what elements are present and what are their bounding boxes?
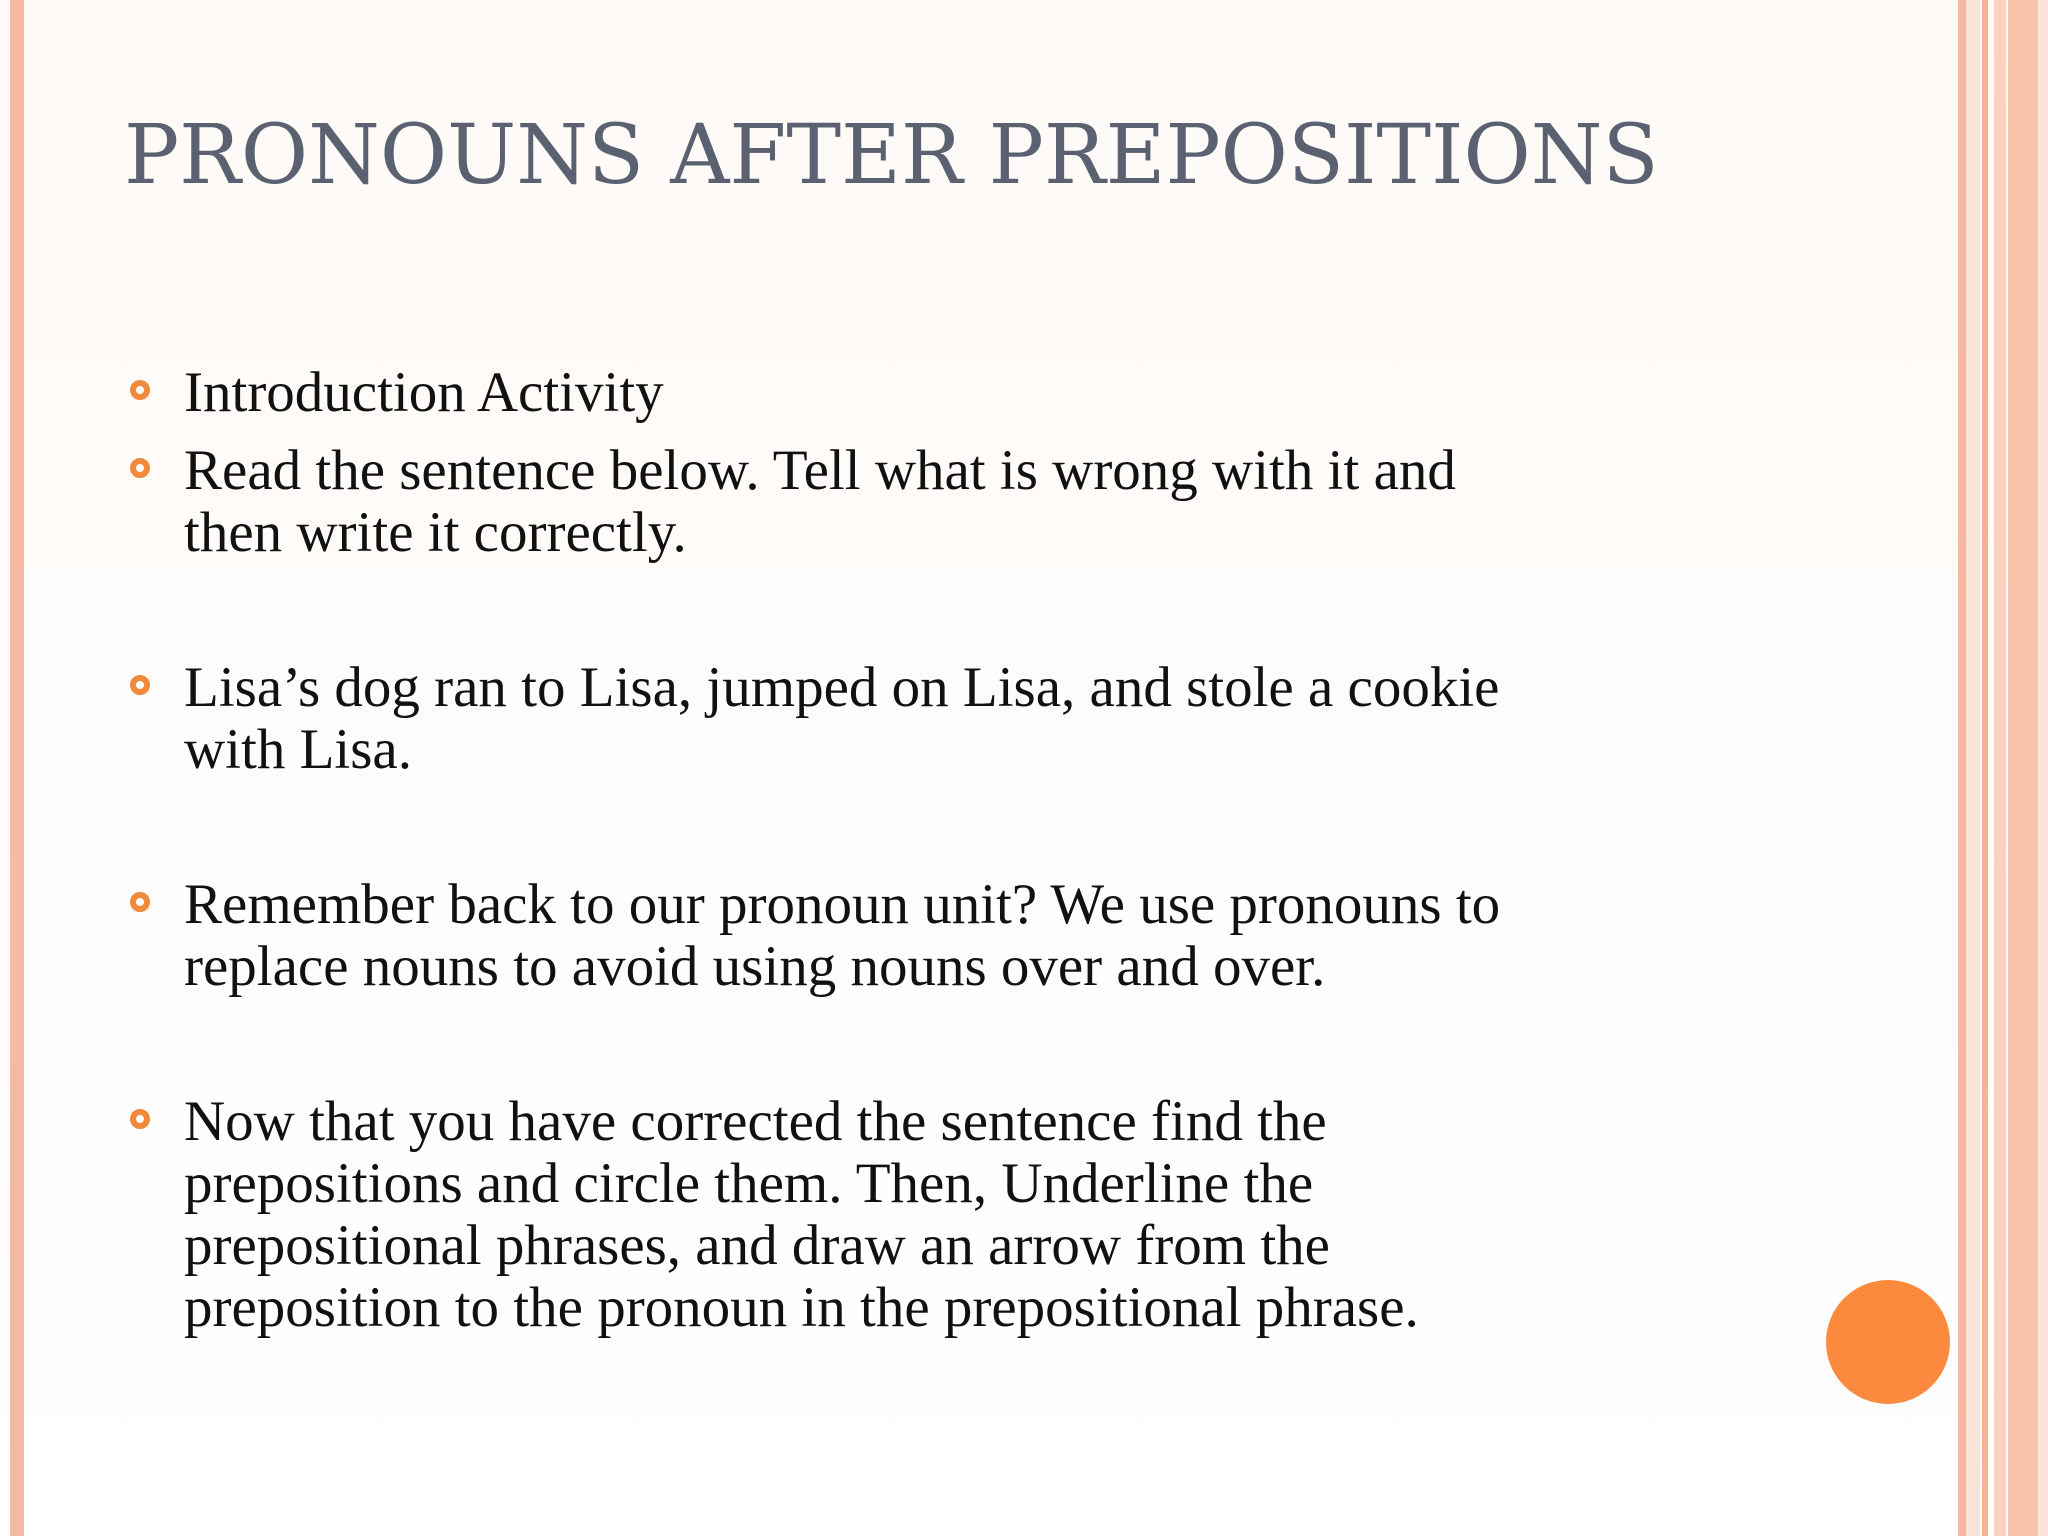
bullet-text-line: Remember back to our pronoun unit? We use pronouns to bbox=[184, 873, 1501, 936]
bullet-text-line: prepositions and circle them. Then, Underline the bbox=[184, 1152, 1314, 1215]
circle-bullet-icon bbox=[130, 380, 150, 400]
bullet-text-line: preposition to the pronoun in the prepositional phrase. bbox=[184, 1276, 1419, 1339]
bullet-item bbox=[130, 362, 1790, 424]
bullet-text-line: then write it correctly. bbox=[184, 501, 687, 564]
decorative-circle-icon bbox=[1826, 1280, 1950, 1404]
bullet-text-line: replace nouns to avoid using nouns over and over. bbox=[184, 935, 1326, 998]
bullet-item bbox=[130, 1091, 1790, 1339]
bullet-item bbox=[130, 657, 1790, 781]
bullet-text-line: Now that you have corrected the sentence find the bbox=[184, 1090, 1327, 1153]
circle-bullet-icon bbox=[130, 1109, 150, 1129]
left-border-stripe bbox=[10, 0, 24, 1536]
right-border-stripe bbox=[2038, 0, 2048, 1536]
bullet-item bbox=[130, 874, 1790, 998]
right-border-stripe bbox=[1994, 0, 2006, 1536]
right-border-stripe bbox=[1982, 0, 1988, 1536]
bullet-list bbox=[130, 362, 1790, 1339]
bullet-text-line: Read the sentence below. Tell what is wrong with it and bbox=[184, 439, 1456, 502]
bullet-item bbox=[130, 440, 1790, 564]
right-border-stripe bbox=[2008, 0, 2038, 1536]
right-border-stripe bbox=[1958, 0, 1966, 1536]
bullet-text-line: Lisa’s dog ran to Lisa, jumped on Lisa, and stole a cookie bbox=[184, 656, 1500, 719]
bullet-text-line: prepositional phrases, and draw an arrow from the bbox=[184, 1214, 1330, 1277]
bullet-text-line: Introduction Activity bbox=[184, 361, 664, 424]
slide-title: PRONOUNS AFTER PREPOSITIONS bbox=[124, 108, 1659, 203]
circle-bullet-icon bbox=[130, 458, 150, 478]
circle-bullet-icon bbox=[130, 892, 150, 912]
bullet-text-line: with Lisa. bbox=[184, 718, 412, 781]
circle-bullet-icon bbox=[130, 675, 150, 695]
right-border-stripe bbox=[1966, 0, 1980, 1536]
